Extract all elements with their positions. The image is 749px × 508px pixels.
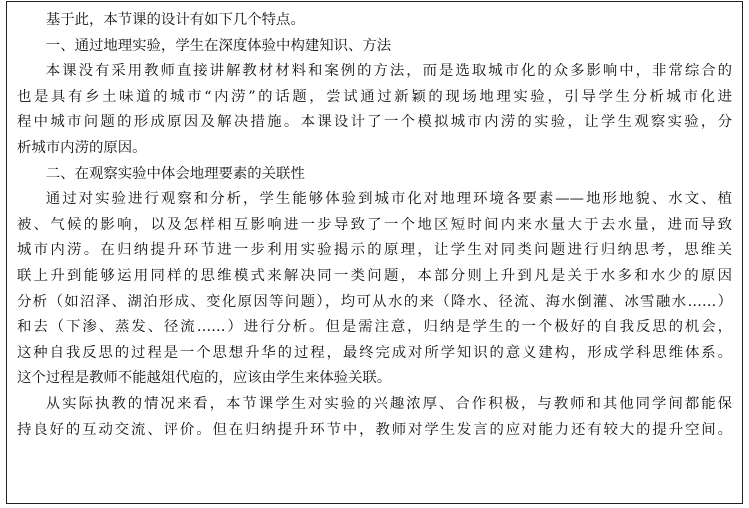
paragraph-one-line: 程中城市问题的形成原因及解决措施。本课设计了一个模拟城市内涝的实验，让学生观察实验，分 bbox=[17, 114, 732, 131]
paragraph-two-line: 这个过程是教师不能越俎代庖的，应该由学生来体验关联。 bbox=[17, 370, 392, 387]
paragraph-three-line: 从实际执教的情况来看，本节课学生对实验的兴趣浓厚、合作积极，与教师和其他同学间都能保 bbox=[45, 395, 732, 412]
paragraph-two-line: 这种自我反思的过程是一个思想升华的过程，最终完成对所学知识的意义建构，形成学科思维体系。 bbox=[17, 344, 732, 361]
heading-one: 一、通过地理实验，学生在深度体验中构建知识、方法 bbox=[45, 37, 392, 54]
paragraph-two-line: 通过对实验进行观察和分析，学生能够体验到城市化对地理环境各要素——地形地貌、水文、植 bbox=[45, 191, 732, 208]
paragraph-two-line: 和去（下渗、蒸发、径流……）进行分析。但是需注意，归纳是学生的一个极好的自我反思的机会， bbox=[17, 319, 732, 336]
paragraph-one-line: 本课没有采用教师直接讲解教材材料和案例的方法，而是选取城市化的众多影响中，非常综合的 bbox=[45, 63, 732, 80]
intro-line: 基于此，本节课的设计有如下几个特点。 bbox=[45, 12, 305, 28]
heading-two: 二、在观察实验中体会地理要素的关联性 bbox=[45, 165, 305, 182]
paragraph-one-line: 也是具有乡土味道的城市“内涝”的话题，尝试通过新颖的现场地理实验，引导学生分析城市化进 bbox=[17, 88, 732, 105]
paragraph-two-line: 被、气候的影响，以及怎样相互影响进一步导致了一个地区短时间内来水量大于去水量，进而导致 bbox=[17, 216, 732, 233]
paragraph-three-line: 持良好的互动交流、评价。但在归纳提升环节中，教师对学生发言的应对能力还有较大的提升空间。 bbox=[17, 421, 732, 438]
paragraph-two-line: 分析（如沼泽、湖泊形成、变化原因等问题），均可从水的来（降水、径流、海水倒灌、冰雪融水……） bbox=[17, 293, 732, 310]
paragraph-two-line: 城市内涝。在归纳提升环节进一步利用实验揭示的原理，让学生对同类问题进行归纳思考，思维关 bbox=[17, 242, 732, 259]
text-box bbox=[6, 1, 743, 504]
paragraph-two-line: 联上升到能够运用同样的思维模式来解决同一类问题，本部分则上升到凡是关于水多和水少的原因 bbox=[17, 267, 732, 284]
paragraph-one-line: 析城市内涝的原因。 bbox=[17, 139, 147, 156]
